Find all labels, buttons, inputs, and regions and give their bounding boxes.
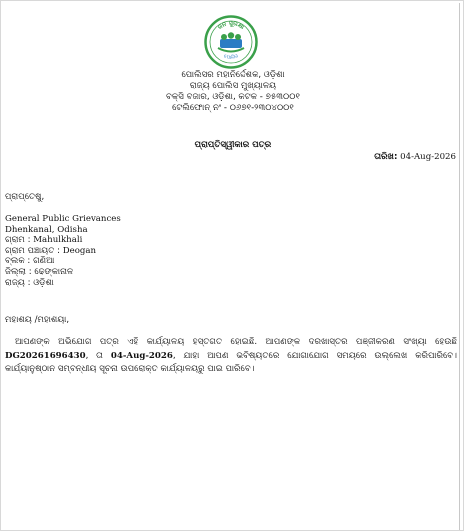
date-value: 04-Aug-2026 [400, 152, 456, 162]
state-label: ରାଜ୍ୟ : [5, 277, 31, 288]
block-row [5, 256, 121, 267]
panchayat-value: Deogan [62, 245, 97, 256]
district-row [5, 267, 121, 278]
odisha-police-logo-icon [204, 15, 258, 69]
panchayat-label: ଗ୍ରାମ ପଞ୍ଚାୟତ : [5, 245, 61, 256]
village-value: Mahulkhali [33, 235, 83, 246]
village-row [5, 235, 121, 246]
block-label: ବ୍ଲକ : [5, 256, 31, 267]
registration-date: 04-Aug-2026 [110, 350, 173, 361]
body-text-3: , ଯାହା ଆପଣ ଭବିଷ୍ୟତରେ ଯୋଗାଯୋଗ ସମୟରେ ଉଲ୍ଲେଖ କରିପାରିବେ। କାର୍ଯ୍ୟାନୁଷ୍ଠାନ ସମ୍ବନ୍ଧୀୟ ସୂଚନା ଉପରୋକ୍ତ କାର୍ଯ୍ୟାଳୟରୁ ପାଇ ପାରିବେ। [5, 350, 458, 374]
letterhead-phone: ଟେଲିଫୋନ୍ ନଂ - ୦୬୭୧-୨୩୦୪୦୦୧ [172, 103, 294, 113]
to-label: ପ୍ରାପ୍ତେଷୁ, [5, 192, 45, 202]
recipient-name: General Public Grievances [5, 214, 121, 224]
document-title: ପ୍ରାପ୍ତିସ୍ୱୀକାର ପତ୍ର [194, 140, 272, 150]
date-row [374, 152, 456, 163]
village-label: ଗ୍ରାମ : [5, 235, 31, 246]
recipient-address [5, 214, 121, 288]
body-text-2: , ତା [85, 350, 111, 361]
panchayat-row [5, 246, 121, 257]
letterhead-office: ପୋଲିସର ମହାନିର୍ଦ୍ଦେଶକ, ଓଡ଼ିଶା [181, 70, 285, 80]
logo-bottom-text: ପୋଲିସ [223, 53, 240, 61]
letter-body [5, 336, 457, 377]
salutation: ମହାଶୟ /ମହାଶୟା, [5, 315, 70, 325]
body-text-1: ଆପଣଙ୍କ ଅଭିଯୋଗ ପତ୍ର ଏହି କାର୍ଯ୍ୟାଳୟ ହସ୍ତଗତ ହୋଇଛି. ଆପଣଙ୍କ ଦରଖାସ୍ତର ପଞ୍ଜୀକରଣ ସଂଖ୍ୟା ହେଉଛି [15, 337, 457, 347]
date-label: ତାରିଖ: [374, 152, 398, 162]
state-row [5, 278, 121, 289]
block-value: ଗଣିଆ [33, 256, 55, 267]
state-value: ଓଡ଼ିଶା [33, 277, 54, 288]
recipient-district-state: Dhenkanal, Odisha [5, 224, 88, 235]
district-value: ଢେଙ୍କାନାଳ [34, 266, 74, 277]
letterhead-hq: ରାଜ୍ୟ ପୋଲିସ ମୁଖ୍ୟାଳୟ [189, 81, 277, 91]
letterhead-address: ବକ୍ସି ବଜାର, ଓଡ଼ିଶା, କଟକ - ୭୫୩୦୦୧ [166, 92, 300, 102]
registration-number: DG20261696430 [5, 350, 86, 361]
logo-top-text: ଜନ ସୁରକ୍ଷା [216, 19, 246, 31]
district-label: ଜିଲ୍ଲା : [5, 266, 32, 277]
